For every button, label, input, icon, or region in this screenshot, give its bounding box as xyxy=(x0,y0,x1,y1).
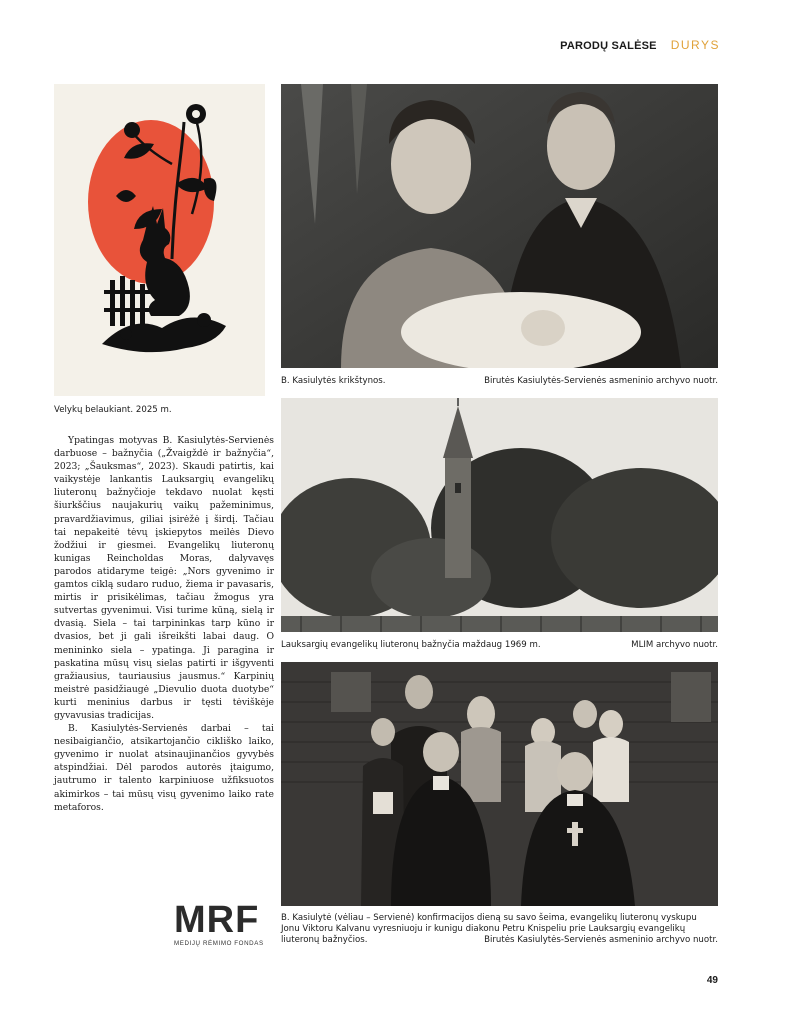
page-number: 49 xyxy=(706,975,718,986)
photo3-caption-line: B. Kasiulytė (vėliau – Servienė) konfirmacijos dieną su savo šeima, evangelikų liuteronų vyskupu xyxy=(281,913,697,923)
photo-baptism-image xyxy=(281,84,718,368)
page-header xyxy=(560,38,720,52)
photo-confirmation xyxy=(281,662,718,906)
magazine-name: DURYS xyxy=(670,38,720,52)
photo-confirmation-image xyxy=(281,662,718,906)
photo-church xyxy=(281,398,718,632)
photo1-credit: Birutės Kasiulytės-Servienės asmeninio archyvo nuotr. xyxy=(484,376,718,386)
photo1-caption: B. Kasiulytės krikštynos. xyxy=(281,376,386,386)
photo3-caption-line: Jonu Viktoru Kalvanu vyresniuoju ir kunigu diakonu Petru Knispeliu prie Lauksargių evangelikų xyxy=(281,924,686,934)
article-paragraph: Ypatingas motyvas B. Kasiulytės-Servienės darbuose – bažnyčia („Žvaigždė ir bažnyčia“, 2023; „Šauksmas“, 2023). Skaudi patirtis, kai vaikystėje lankantis Lauksargių evangelikų liuteronų bažnyčioje tekdavo nuolat kęsti šiurkščius naujakurių vaikų pažeminimus, pravardžiavimus, giliai įsirėžė į širdį. Tačiau tai nepakeitė tėvų įskiepytos meilės Dievo žodžiui ir giesmei. Evangelikų liuteronų kunigas Reincholdas Moras, dalyvavęs parodos atidaryme teigė: „Nors gyvenimo ir gamtos ciklą sudaro ruduo, žiema ir pavasaris, mirtis ir prisikėlimas, tačiau žmogus yra sutvertas gyvenimui. Visi turime kūną, sielą ir dvasią. Siela – tai tarpininkas tarp kūno ir dvasios, bet ji gali išreikšti labai daug. O menininko siela – ypatinga. Ji paragina ir paskatina mūsų visų sielas patirti ir išgyventi gražiausius, tauriausius jausmus.“ Karpinių meistrė pasidžiaugė „Dievulio duota duotybe“ kurti meninius darbus ir tęsti tėviškėje gyvavusias tradicijas. xyxy=(54,435,274,721)
photo-church-image xyxy=(281,398,718,632)
mrf-logo xyxy=(174,899,264,947)
article-paragraph: B. Kasiulytės-Servienės darbai – tai nesibaigiančio, atsikartojančio cikliško laiko, gyvenimo ir nuolat atsinaujinančios gyvybės atspindžiai. Dėl parodos autorės įtaigumo, jautrumo ir talento karpiniuose užfiksuotos akimirkos – tai mūsų visų gyvenimo laiko rate metaforos. xyxy=(54,723,274,813)
mrf-logo-mark: MRF xyxy=(174,899,260,941)
photo2-caption: Lauksargių evangelikų liuteronų bažnyčia maždaug 1969 m. xyxy=(281,640,541,650)
section-title: PARODŲ SALĖSE xyxy=(560,40,657,52)
photo3-caption-line: liuteronų bažnyčios. xyxy=(281,935,368,945)
papercut-illustration xyxy=(54,84,265,396)
photo-baptism xyxy=(281,84,718,368)
mrf-logo-subtitle: MEDIJŲ RĖMIMO FONDAS xyxy=(174,940,264,947)
article-body xyxy=(54,434,274,814)
photo3-credit: Birutės Kasiulytės-Servienės asmeninio archyvo nuotr. xyxy=(484,935,718,945)
artwork-caption: Velykų belaukiant. 2025 m. xyxy=(54,405,172,415)
artwork-papercut xyxy=(54,84,265,396)
photo2-credit: MLIM archyvo nuotr. xyxy=(631,640,718,650)
